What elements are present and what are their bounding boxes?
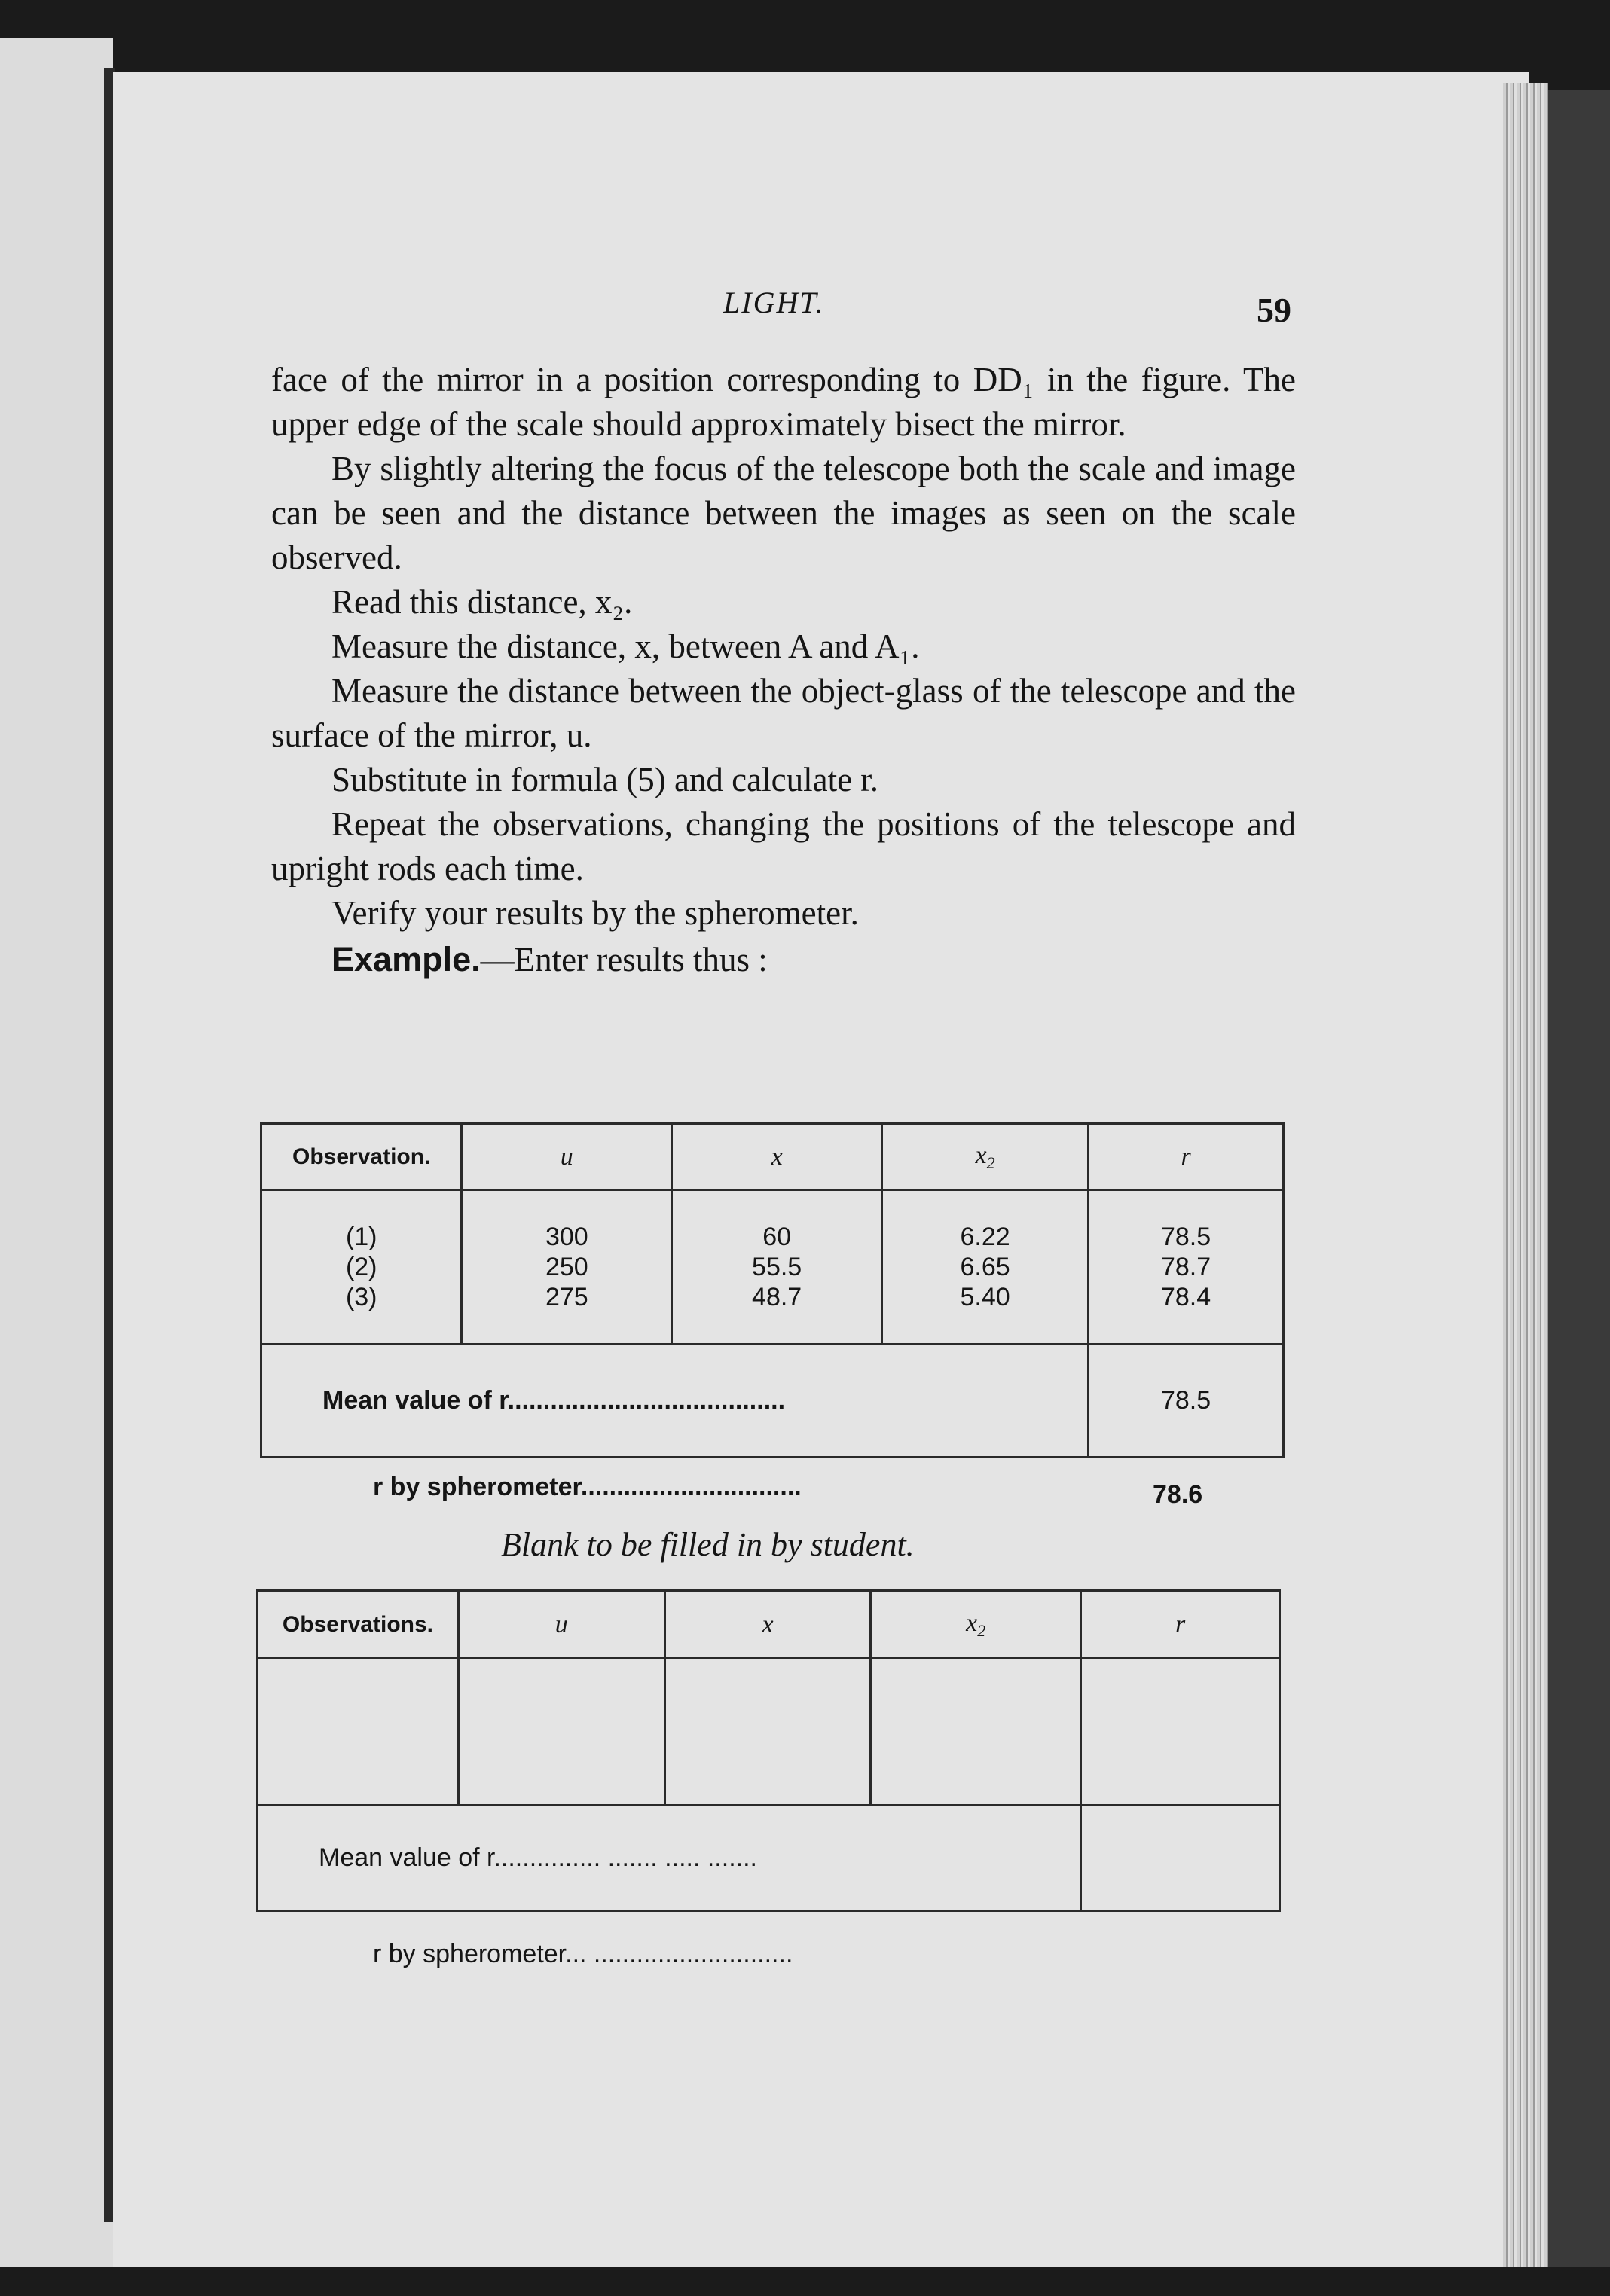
paragraph: Substitute in formula (5) and calculate r. [331, 761, 879, 798]
header-x2-subscript: 2 [986, 1153, 995, 1172]
cell-r-values: 78.5 78.7 78.4 [1089, 1190, 1284, 1345]
blank-results-table [256, 1589, 1281, 1912]
blank-cell [1081, 1659, 1280, 1806]
left-page-edge [0, 38, 113, 2267]
mean-label: Mean value of r....................................... [261, 1345, 1089, 1458]
header-r-label: r [1181, 1142, 1191, 1171]
paragraph: Verify your results by the spherometer. [331, 894, 859, 932]
blank-header-observations: Observations. [258, 1591, 459, 1659]
example-label: Example. [331, 940, 481, 979]
paragraph: Read this distance, x₂. [331, 583, 633, 621]
page-stack-edge [1503, 83, 1548, 2267]
running-title: LIGHT. [723, 285, 825, 319]
spherometer-label: r by spherometer............................... [373, 1473, 802, 1501]
blank-cell [258, 1659, 459, 1806]
blank-cell [664, 1659, 871, 1806]
cell-observations: (1) (2) (3) [261, 1190, 462, 1345]
header-observation: Observation. [261, 1124, 462, 1190]
spherometer-value: 78.6 [1153, 1480, 1203, 1509]
blank-header-r [1081, 1591, 1280, 1659]
header-r [1089, 1124, 1284, 1190]
page-number: 59 [1257, 291, 1291, 329]
blank-cell [871, 1659, 1081, 1806]
blank-cell [458, 1659, 664, 1806]
blank-caption: Blank to be filled in by student. [501, 1526, 915, 1563]
blank-header-u [458, 1591, 664, 1659]
cell-x-values: 60 55.5 48.7 [672, 1190, 882, 1345]
blank-header-x2-label: x [966, 1608, 978, 1637]
blank-header-x [664, 1591, 871, 1659]
blank-header-x-label: x [762, 1610, 774, 1638]
header-x2 [882, 1124, 1089, 1190]
example-line [271, 937, 1296, 982]
paragraph: Measure the distance, x, between A and A₁. [331, 627, 920, 665]
blank-spherometer-label: r by spherometer... ............................ [373, 1940, 793, 1968]
paragraph: face of the mirror in a position corresponding to DD₁ in the figure. The upper edge of the scale should approximately bisect the mirror. [271, 361, 1296, 443]
header-x [672, 1124, 882, 1190]
header-x2-label: x [975, 1140, 987, 1169]
cell-x2-values: 6.22 6.65 5.40 [882, 1190, 1089, 1345]
body-text [271, 358, 1296, 982]
paragraph: By slightly altering the focus of the telescope both the scale and image can be seen and the distance between the images as seen on the scale observed. [271, 450, 1296, 576]
header-x-label: x [771, 1142, 783, 1171]
mean-value: 78.5 [1089, 1345, 1284, 1458]
header-u [462, 1124, 672, 1190]
header-u-label: u [560, 1142, 573, 1171]
book-cover-edge [1548, 90, 1610, 2267]
blank-header-r-label: r [1175, 1610, 1186, 1638]
paragraph: Measure the distance between the object-glass of the telescope and the surface of the mirror, u. [271, 672, 1296, 754]
blank-header-x2-subscript: 2 [977, 1620, 986, 1640]
paragraph: Repeat the observations, changing the positions of the telescope and upright rods each time. [271, 805, 1296, 887]
cell-u-values: 300 250 275 [462, 1190, 672, 1345]
example-results-table [260, 1122, 1285, 1458]
blank-mean-value [1081, 1806, 1280, 1911]
blank-mean-label: Mean value of r............... ....... ..... ....... [258, 1806, 1081, 1911]
example-text: —Enter results thus : [480, 941, 768, 979]
blank-header-u-label: u [554, 1610, 568, 1638]
blank-header-x2 [871, 1591, 1081, 1659]
